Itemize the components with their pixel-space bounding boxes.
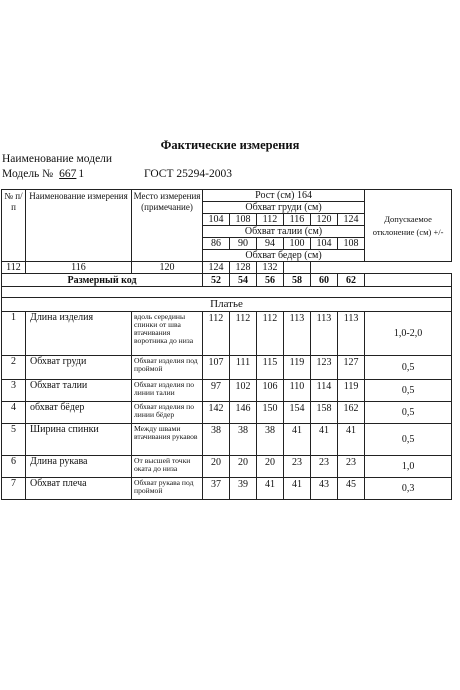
measurement-value: 114 [311,380,338,402]
header-waist: Обхват талии (см) [203,226,365,238]
table-row [2,380,452,402]
model-number-suffix: 1 [78,168,85,180]
measurement-value: 119 [284,356,311,380]
measurement-value: 41 [338,424,365,456]
table-row [2,312,452,356]
measurement-value: 113 [311,312,338,356]
measurement-value: 23 [338,456,365,478]
measurement-value: 123 [311,356,338,380]
chest-value: 104 [203,214,230,226]
measurement-value: 142 [203,402,230,424]
measurement-name: Обхват груди [26,356,132,380]
model-name-label: Наименование модели [2,153,113,165]
row-number: 2 [2,356,26,380]
waist-value: 86 [203,238,230,250]
table-row [2,424,452,456]
header-name: Наименование измерения [26,190,132,262]
row-number: 1 [2,312,26,356]
measurement-value: 102 [230,380,257,402]
measurement-value: 41 [284,478,311,500]
measurement-value: 112 [257,312,284,356]
size-code-label: Размерный код [2,274,203,287]
measurement-value: 97 [203,380,230,402]
tolerance: 0,5 [365,424,452,456]
size-code: 58 [284,274,311,287]
section-title: Платье [2,298,452,312]
measurement-place: Обхват изделия по линии талии [132,380,203,402]
size-code: 56 [257,274,284,287]
waist-value: 90 [230,238,257,250]
row-number: 5 [2,424,26,456]
measurement-value: 20 [230,456,257,478]
model-number-line [2,168,84,180]
measurement-value: 106 [257,380,284,402]
header-num: № п/п [2,190,26,262]
measurement-place: От высшей точки оката до низа [132,456,203,478]
measurement-name: Длина изделия [26,312,132,356]
gost-standard: ГОСТ 25294-2003 [144,168,232,180]
spacer-row [2,287,452,298]
waist-value: 108 [338,238,365,250]
measurement-value: 37 [203,478,230,500]
tolerance: 0,3 [365,478,452,500]
measurements-table [1,189,452,500]
waist-value: 94 [257,238,284,250]
size-code-blank [365,274,452,287]
measurement-value: 111 [230,356,257,380]
measurement-place: Обхват изделия по линии бёдер [132,402,203,424]
header-allowance: Допускаемое отклонение (см) +/- [365,190,452,262]
measurement-value: 107 [203,356,230,380]
waist-value: 100 [284,238,311,250]
measurement-value: 41 [257,478,284,500]
chest-value: 120 [311,214,338,226]
measurement-place: вдоль середины спинки от шва втачивания воротника до низа [132,312,203,356]
measurement-value: 45 [338,478,365,500]
chest-value: 124 [338,214,365,226]
size-code: 62 [338,274,365,287]
measurement-value: 43 [311,478,338,500]
header-height: Рост (см) 164 [203,190,365,202]
measurement-value: 20 [257,456,284,478]
measurement-name: Обхват плеча [26,478,132,500]
size-code: 60 [311,274,338,287]
size-code: 52 [203,274,230,287]
model-number-label: Модель № [2,168,54,180]
measurement-value: 158 [311,402,338,424]
waist-value: 104 [311,238,338,250]
header-hips: Обхват бедер (см) [203,250,365,262]
measurement-value: 20 [203,456,230,478]
chest-value: 116 [284,214,311,226]
measurement-value: 23 [311,456,338,478]
measurement-name: Ширина спинки [26,424,132,456]
measurement-name: обхват бёдер [26,402,132,424]
table-row [2,478,452,500]
chest-value: 108 [230,214,257,226]
hips-value: 132 [257,262,284,274]
tolerance: 1,0-2,0 [365,312,452,356]
measurement-value: 112 [230,312,257,356]
header-place: Место измерения (примечание) [132,190,203,262]
measurement-value: 113 [284,312,311,356]
model-number: 667 [59,168,77,180]
measurement-value: 110 [284,380,311,402]
chest-value: 112 [257,214,284,226]
hips-value: 120 [132,262,203,274]
measurement-value: 41 [284,424,311,456]
measurement-value: 146 [230,402,257,424]
allowance-blank [284,262,311,274]
hips-value: 116 [26,262,132,274]
measurement-value: 112 [203,312,230,356]
measurement-value: 115 [257,356,284,380]
measurement-value: 39 [230,478,257,500]
measurement-value: 38 [257,424,284,456]
measurement-place: Обхват изделия под проймой [132,356,203,380]
measurement-name: Длина рукава [26,456,132,478]
measurement-value: 23 [284,456,311,478]
measurement-value: 38 [203,424,230,456]
size-code: 54 [230,274,257,287]
measurement-value: 127 [338,356,365,380]
page-title: Фактические измерения [160,138,300,152]
hips-value: 112 [2,262,26,274]
measurement-place: Между швами втачивания рукавов [132,424,203,456]
row-number: 6 [2,456,26,478]
measurement-value: 154 [284,402,311,424]
row-number: 4 [2,402,26,424]
measurement-value: 41 [311,424,338,456]
tolerance: 0,5 [365,380,452,402]
header-chest: Обхват груди (см) [203,202,365,214]
table-row [2,402,452,424]
measurement-value: 162 [338,402,365,424]
row-number: 7 [2,478,26,500]
tolerance: 0,5 [365,356,452,380]
measurement-value: 113 [338,312,365,356]
table-row [2,356,452,380]
row-number: 3 [2,380,26,402]
measurement-value: 38 [230,424,257,456]
hips-value: 128 [230,262,257,274]
measurement-value: 150 [257,402,284,424]
measurement-value: 119 [338,380,365,402]
tolerance: 1,0 [365,456,452,478]
tolerance: 0,5 [365,402,452,424]
hips-value: 124 [203,262,230,274]
table-row [2,456,452,478]
measurement-place: Обхват рукава под проймой [132,478,203,500]
measurement-name: Обхват талии [26,380,132,402]
